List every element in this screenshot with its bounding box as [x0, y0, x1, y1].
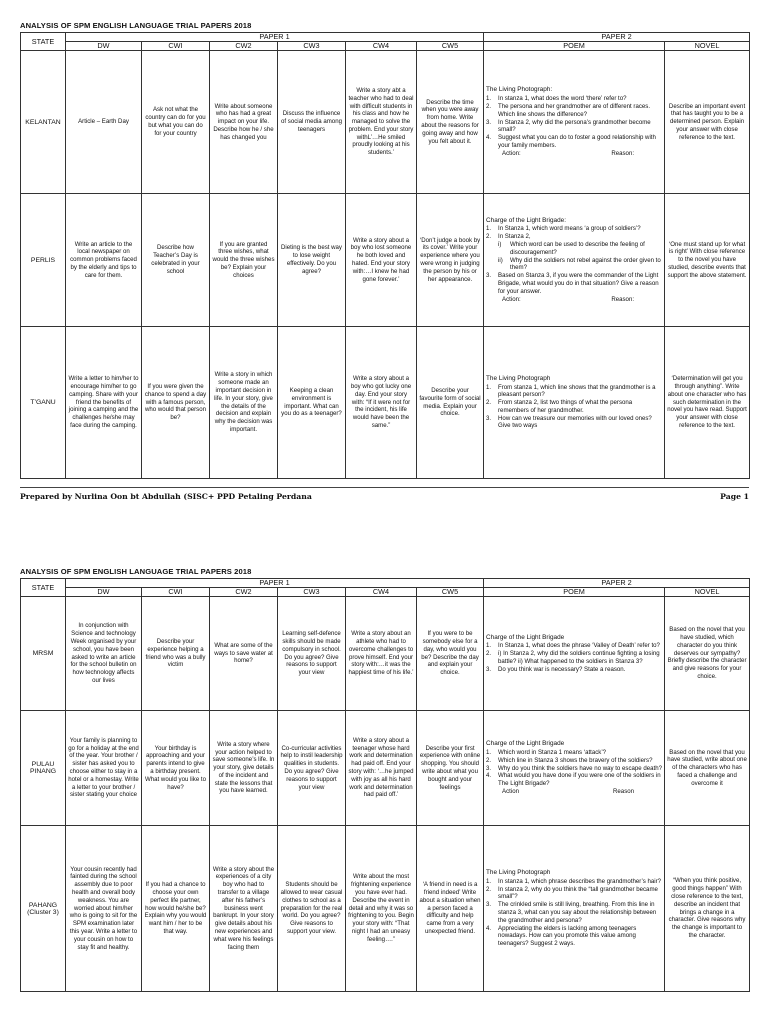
- task-cell-dw: Write a letter to him/her to encourage him/her to go camping. Share with your friend the benefits of joining a camping and the challenges he/she may face during the camping.: [66, 327, 142, 479]
- column-header: CWI: [142, 588, 210, 597]
- poem-cell: [484, 597, 665, 711]
- task-cell-cw3: Keeping a clean environment is important. What can you do as a teenager?: [278, 327, 346, 479]
- action-reason-line: [486, 296, 662, 304]
- task-cell-cw1: Ask not what the country can do for you but what you can do for your country: [142, 51, 210, 194]
- question-number: 1.: [486, 877, 492, 885]
- poem-question: [486, 272, 662, 295]
- state-row: [21, 711, 750, 826]
- header-row-columns: [21, 588, 750, 597]
- novel-cell: ‘One must stand up for what is right’ With close reference to the novel you have studied, describe events that support the above statement.: [665, 194, 750, 327]
- state-cell: PERLIS: [21, 194, 66, 327]
- question-text: Which word can be used to describe the feeling of discouragement?: [510, 241, 645, 256]
- poem-question: [486, 650, 662, 666]
- page-break: [0, 515, 768, 555]
- question-text: The crinkled smile is still living, breathing. From this line in stanza 3, what can you say about the relationship between the grandmother and persona?: [498, 901, 657, 924]
- question-number: 4.: [486, 924, 492, 932]
- task-cell-cw1: Describe your experience helping a friend who was a bully victim: [142, 597, 210, 711]
- task-cell-cw3: Learning self-defence skills should be made compulsory in school. Do you agree? Give reasons to support your view: [278, 597, 346, 711]
- poem-question: [486, 642, 662, 650]
- question-text: In Stanza 1, what does the phrase ‘Valley of Death’ refer to?: [498, 642, 660, 650]
- question-number: 3.: [486, 414, 492, 422]
- task-cell-cw1: Your birthday is approaching and your parents intend to give a birthday present. What would you like to have?: [142, 711, 210, 826]
- state-cell: KELANTAN: [21, 51, 66, 194]
- question-number: 3.: [486, 901, 492, 909]
- analysis-table: [20, 32, 750, 479]
- novel-cell: “When you think positive, good things happen” With close reference to the text, describe an incident that brings a change in a character. Give reasons why the change is important to the character.: [665, 826, 750, 992]
- state-cell: PULAU PINANG: [21, 711, 66, 826]
- poem-question: [486, 765, 662, 773]
- task-cell-dw: In conjunction with Science and technology Week organised by your school, you have been asked to write an article for the school bulletin on how technology affects our lives: [66, 597, 142, 711]
- question-number: 1.: [486, 642, 492, 650]
- question-text: In stanza 1, what does the word ‘there’ refer to?: [498, 95, 627, 103]
- novel-cell: Based on the novel that you have studied, which character do you think deserves our sympathy? Briefly describe the character and give reasons for your choice.: [665, 597, 750, 711]
- poem-question: [486, 749, 662, 757]
- document-title: ANALYSIS OF SPM ENGLISH LANGUAGE TRIAL PAPERS 2018: [20, 567, 252, 576]
- poem-question: [486, 233, 662, 241]
- novel-cell: ‘Determination will get you through anything”. Write about one character who has such determination in the novel you have read. Support your answer with close reference to the text.: [665, 327, 750, 479]
- question-text: i) In Stanza 2, why did the soldiers continue fighting a losing battle? ii) What happened to the soldiers in Stanza 3?: [498, 650, 660, 665]
- question-text: The persona and her grandmother are of different races. Which line shows the difference?: [498, 103, 651, 118]
- state-row: [21, 327, 750, 479]
- poem-question: [486, 886, 662, 902]
- poem-question: [486, 772, 662, 788]
- task-cell-cw4: Write about the most frightening experience you have ever had. Describe the event in detail and why it was so frightening to you. Begin your story with: “That night I had an uneasy feeling….”: [346, 826, 417, 992]
- task-cell-cw2: If you are granted three wishes, what would the three wishes be? Explain your choices: [210, 194, 278, 327]
- column-header: POEM: [484, 588, 665, 597]
- novel-cell: Describe an important event that has taught you to be a determined person. Explain your answer with close reference to the text.: [665, 51, 750, 194]
- action-label: Action:: [502, 295, 521, 303]
- state-row: [21, 194, 750, 327]
- poem-question: [486, 241, 662, 257]
- poem-question: [486, 757, 662, 765]
- state-row: [21, 826, 750, 992]
- poem-question: [486, 666, 662, 674]
- task-cell-cw5: ‘A friend in need is a friend indeed’ Write about a situation when a person faced a difficulty and help came from a very unexpected friend.: [417, 826, 484, 992]
- column-header: CW5: [417, 588, 484, 597]
- poem-question: [486, 415, 662, 431]
- task-cell-cw3: Students should be allowed to wear casual clothes to school as a preparation for the real world. Do you agree? Give reasons to support your view.: [278, 826, 346, 992]
- question-number: 3.: [486, 665, 492, 673]
- question-text: What would you have done if you were one of the soldiers in The Light Brigade?: [498, 772, 661, 788]
- question-number: 1.: [486, 95, 492, 103]
- question-text: Based on Stanza 3, if you were the commander of the Light Brigade, what would you do in that situation? Give a reason for your answer.: [498, 272, 659, 295]
- action-label: Action:: [502, 149, 521, 157]
- question-number: 2.: [486, 399, 492, 407]
- task-cell-cw5: Describe the time when you were away from home. Write about the reasons for going away and how you felt about it.: [417, 51, 484, 194]
- header-paper-2: PAPER 2: [484, 579, 750, 588]
- task-cell-cw1: If you were given the chance to spend a day with a famous person, who would that person be?: [142, 327, 210, 479]
- poem-question: [486, 384, 662, 400]
- column-header: CW3: [278, 42, 346, 51]
- poem-question: [486, 399, 662, 415]
- column-header: DW: [66, 588, 142, 597]
- task-cell-cw2: What are some of the ways to save water at home?: [210, 597, 278, 711]
- poem-title: The Living Photograph: [486, 374, 551, 382]
- action-reason-line: [486, 150, 662, 158]
- question-number: 1.: [486, 749, 492, 756]
- question-number: 2.: [486, 756, 492, 764]
- question-number: 4.: [486, 134, 492, 142]
- task-cell-cw4: Write a story about a boy who lost someone he both loved and hated. End your story with:…I knew he had gone forever.’: [346, 194, 417, 327]
- reason-label: Reason: [613, 787, 635, 795]
- footer-page-number: Page 1: [720, 491, 749, 501]
- task-cell-cw5: If you were to be somebody else for a day, who would you be? Describe the day and explain your choice.: [417, 597, 484, 711]
- state-cell: MRSM: [21, 597, 66, 711]
- task-cell-cw5: Describe your first experience with online shopping. You should write about what you bought and your feelings: [417, 711, 484, 826]
- page-1: [20, 20, 749, 479]
- header-paper-1: PAPER 1: [66, 579, 484, 588]
- question-number: 1.: [486, 225, 492, 233]
- poem-title: The Living Photograph: [486, 869, 551, 877]
- question-text: In stanza 1, which phrase describes the grandmother’s hair?: [498, 877, 662, 885]
- question-text: In stanza 2, why do you think the “tall grandmother became small”?: [498, 885, 658, 901]
- poem-cell: [484, 327, 665, 479]
- question-number: 3.: [486, 764, 492, 772]
- task-cell-dw: Your cousin recently had fainted during the school assembly due to poor health and overall body weakness. You are worried about him/her who is going to sit for the SPM examination later this year. Write a letter to your cousin on how to stay fit and healthy.: [66, 826, 142, 992]
- question-text: Why do you think the soldiers have no way to escape death?: [498, 764, 662, 772]
- question-text: Why did the soldiers not rebel against the order given to them?: [510, 256, 661, 272]
- question-number: 3.: [486, 118, 492, 126]
- task-cell-dw: Your family is planning to go for a holiday at the end of the year. Your brother / sister has asked you to choose either to stay in a hotel or a homestay. Write a letter to your brother / sister stating your choice: [66, 711, 142, 826]
- poem-title: Charge of the Light Brigade: [486, 633, 565, 641]
- header-row-papers: [21, 579, 750, 588]
- question-number: 2.: [486, 233, 492, 241]
- task-cell-cw3: Co-curricular activities help to instil leadership qualities in students. Do you agree? Give reasons to support your view: [278, 711, 346, 826]
- column-header: POEM: [484, 42, 665, 51]
- state-cell: T’GANU: [21, 327, 66, 479]
- poem-cell: [484, 826, 665, 992]
- question-text: Which line in Stanza 3 shows the bravery of the soldiers?: [498, 756, 653, 764]
- question-text: Do you think war is necessary? State a reason.: [498, 665, 626, 673]
- column-header: CW4: [346, 588, 417, 597]
- page-footer: [20, 487, 749, 503]
- novel-cell: Based on the novel that you have studied, write about one of the characters who has faced a challenge and overcome it: [665, 711, 750, 826]
- header-row-columns: [21, 42, 750, 51]
- question-number: ii): [498, 256, 503, 264]
- header-paper-1: PAPER 1: [66, 33, 484, 42]
- question-text: In Stanza 1, which word means ‘a group of soldiers’?: [498, 225, 641, 233]
- question-number: 4.: [486, 772, 492, 780]
- poem-question: [486, 257, 662, 273]
- action-reason-line: [486, 788, 662, 796]
- poem-question: [486, 225, 662, 233]
- task-cell-cw4: Write a story about a boy who got lucky one day. End your story with: “If it were not for the incident, his life would have been the same.”: [346, 327, 417, 479]
- action-label: Action: [502, 787, 519, 795]
- question-number: 2.: [486, 103, 492, 110]
- question-number: 2.: [486, 885, 492, 893]
- poem-question: [486, 925, 662, 948]
- column-header: CWI: [142, 42, 210, 51]
- poem-cell: [484, 194, 665, 327]
- question-number: i): [498, 241, 502, 248]
- poem-title: The Living Photograph:: [486, 86, 553, 94]
- header-row-papers: [21, 33, 750, 42]
- header-state: STATE: [21, 33, 66, 51]
- state-row: [21, 51, 750, 194]
- footer-author: Prepared by Nurlina Oon bt Abdullah (SISC+ PPD Petaling Perdana: [20, 491, 312, 501]
- task-cell-cw2: Write a story about the experiences of a city boy who had to transfer to a village after his father’s business went bankrupt. In your story give details about his new experiences and what were his feelings facing them: [210, 826, 278, 992]
- question-text: How can we treasure our memories with our loved ones? Give two ways: [498, 414, 652, 430]
- column-header: CW3: [278, 588, 346, 597]
- task-cell-cw1: If you had a chance to choose your own perfect life partner, how would he/she be? Explain why you would want him / her to be that way.: [142, 826, 210, 992]
- task-cell-dw: Article – Earth Day: [66, 51, 142, 194]
- question-text: Appreciating the elders is lacking among teenagers nowadays. How can you promote this value among teenagers? Suggest 2 ways.: [498, 924, 637, 948]
- column-header: CW2: [210, 588, 278, 597]
- poem-title: Charge of the Light Brigade:: [486, 216, 566, 224]
- question-text: Suggest what you can do to foster a good relationship with your family members.: [498, 134, 656, 149]
- poem-question: [486, 878, 662, 886]
- poem-question: [486, 134, 662, 150]
- poem-question: [486, 95, 662, 103]
- question-text: From stanza 1, which line shows that the grandmother is a pleasant person?: [498, 383, 656, 399]
- column-header: CW4: [346, 42, 417, 51]
- reason-label: Reason:: [611, 149, 635, 157]
- column-header: NOVEL: [665, 588, 750, 597]
- task-cell-cw1: Describe how Teacher’s Day is celebrated in your school: [142, 194, 210, 327]
- question-text: In Stanza 2, why did the persona’s grandmother become small?: [498, 118, 651, 134]
- task-cell-cw4: Write a story about a teenager whose hard work and determination had paid off. End your story with: ‘…he jumped with joy as all his hard work and determination had paid off.’: [346, 711, 417, 826]
- task-cell-cw4: Write a story abt a teacher who had to deal with difficult students in his class and how he managed to solve the problem. End your story withL’…He smiled proudly looking at his students.’: [346, 51, 417, 194]
- question-text: Which word in Stanza 1 means ‘attack’?: [498, 749, 607, 756]
- task-cell-cw5: Describe your favourite form of social media. Explain your choice.: [417, 327, 484, 479]
- question-text: From stanza 2, list two things of what the persona remembers of her grandmother.: [498, 399, 633, 414]
- column-header: NOVEL: [665, 42, 750, 51]
- poem-cell: [484, 711, 665, 826]
- reason-label: Reason:: [611, 295, 635, 303]
- poem-title: Charge of the Light Brigade: [486, 740, 565, 748]
- task-cell-cw2: Write about someone who has had a great impact on your life. Describe how he / she has changed you: [210, 51, 278, 194]
- poem-question: [486, 119, 662, 135]
- column-header: CW5: [417, 42, 484, 51]
- state-row: [21, 597, 750, 711]
- poem-question: [486, 901, 662, 924]
- task-cell-cw2: Write a story in which someone made an important decision in life. In your story, give the details of the decision and explain why the decision was important.: [210, 327, 278, 479]
- question-number: 1.: [486, 383, 492, 391]
- state-cell: PAHANG (Cluster 3): [21, 826, 66, 992]
- analysis-table: [20, 578, 750, 992]
- question-number: 3.: [486, 272, 492, 280]
- question-number: 2.: [486, 650, 492, 658]
- column-header: CW2: [210, 42, 278, 51]
- task-cell-cw3: Discuss the influence of social media among teenagers: [278, 51, 346, 194]
- task-cell-cw5: ‘Don’t judge a book by its cover.’ Write your experience where you were wrong in judging the person by his or her appearance.: [417, 194, 484, 327]
- page-2: [20, 566, 749, 992]
- question-text: In Stanza 2,: [498, 233, 531, 241]
- poem-cell: [484, 51, 665, 194]
- document-title: ANALYSIS OF SPM ENGLISH LANGUAGE TRIAL PAPERS 2018: [20, 21, 252, 30]
- task-cell-dw: Write an article to the local newspaper on common problems faced by the elderly and tips to care for them.: [66, 194, 142, 327]
- header-paper-2: PAPER 2: [484, 33, 750, 42]
- poem-question: [486, 103, 662, 119]
- column-header: DW: [66, 42, 142, 51]
- task-cell-cw2: Write a story where your action helped to save someone’s life. In your story, give details of the incident and state the lessons that you have learned.: [210, 711, 278, 826]
- task-cell-cw3: Dieting is the best way to lose weight effectively. Do you agree?: [278, 194, 346, 327]
- task-cell-cw4: Write a story about an athlete who had to overcome challenges to prove himself. End your story with:…it was the happiest time of his life.’: [346, 597, 417, 711]
- header-state: STATE: [21, 579, 66, 597]
